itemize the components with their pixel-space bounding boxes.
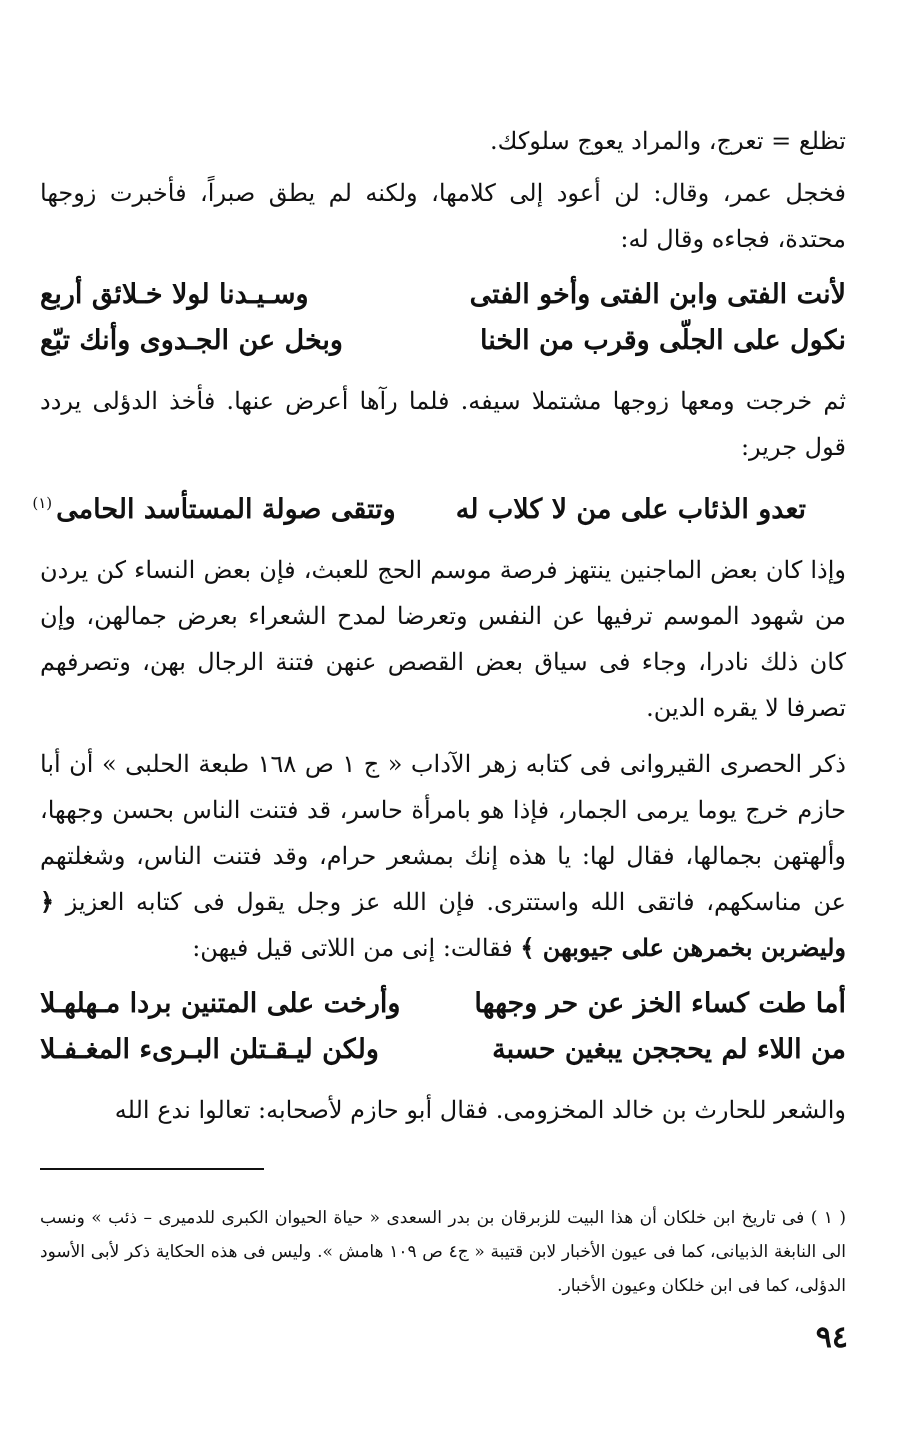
paragraph-2: فخجل عمر، وقال: لن أعود إلى كلامها، ولكنه لم يطق صبراً، فأخبرت زوجها محتدة، فجاءه وقال له: bbox=[40, 179, 846, 253]
paragraph-5 bbox=[40, 741, 846, 971]
footnote-reference: (١) bbox=[32, 494, 53, 512]
verse-line bbox=[40, 981, 846, 1027]
page-body bbox=[32, 118, 846, 1143]
verse-block-3 bbox=[40, 981, 846, 1073]
verse-hemistich: وسـيـدنا لولا خـلائق أربع bbox=[40, 279, 309, 310]
verse-line bbox=[40, 272, 846, 318]
verse-hemistich: أما طت كساء الخز عن حر وجهها bbox=[474, 988, 846, 1019]
paragraph-3: ثم خرجت ومعها زوجها مشتملا سيفه. فلما رآها أعرض عنها. فأخذ الدؤلى يردد قول جرير: bbox=[40, 387, 846, 461]
verse-hemistich: وبخل عن الجـدوى وأنك تبّع bbox=[40, 325, 343, 356]
verse-hemistich: من اللاء لم يحججن يبغين حسبة bbox=[492, 1034, 846, 1065]
verse-line bbox=[32, 480, 846, 533]
verse-hemistich-with-ref bbox=[32, 480, 395, 533]
paragraph-4: وإذا كان بعض الماجنين ينتهز فرصة موسم الحج للعبث، فإن بعض النساء كن يردن من شهود الموسم ترفيها عن النفس وتعرضا لمدح الشعراء بعرض جمالهن، وإن كان ذلك نادرا، وجاء فى سياق بعض القصص عنهن فتنة الرجال بهن، وتصرفهم تصرفا لا يقره الدين. bbox=[40, 556, 846, 722]
verse-block-2 bbox=[32, 480, 846, 533]
verse-line bbox=[40, 318, 846, 364]
verse-hemistich: وأرخت على المتنين بردا مـهلهـلا bbox=[40, 988, 401, 1019]
verse-hemistich: نكول على الجلّى وقرب من الخنا bbox=[480, 325, 846, 356]
paragraph-5-text: ذكر الحصرى القيروانى فى كتابه زهر الآداب « ج ١ ص ١٦٨ طبعة الحلبى » أن أبا حازم خرج يوما يرمى الجمار، فإذا هو بامرأة حاسر، قد فتنت الناس بحسن وجهها، وألهتهن بجمالها، فقال لها: يا هذه إنك بمشعر حرام، وقد فتنت الناس، وشغلتهم عن مناسكهم، فاتقى الله واستترى. فإن الله عز وجل يقول فى كتابه العزيز bbox=[40, 750, 846, 916]
footnote-divider bbox=[40, 1168, 264, 1170]
paragraph-1: تظلع = تعرج، والمراد يعوج سلوكك. bbox=[489, 127, 846, 155]
footnote: ( ١ ) فى تاريخ ابن خلكان أن هذا البيت للزبرقان بن بدر السعدى « حياة الحيوان الكبرى للدميرى – ذئب » ونسب الى النابغة الذبيانى، كما فى عيون الأخبار لابن قتيبة « ج٤ ص ١٠٩ هامش ». وليس فى هذه الحكاية ذكر لأبى الأسود الدؤلى، كما فى ابن خلكان وعيون الأخبار. bbox=[40, 1208, 846, 1296]
verse-line bbox=[40, 1027, 846, 1073]
paragraph-6: والشعر للحارث بن خالد المخزومى. فقال أبو حازم لأصحابه: تعالوا ندع الله bbox=[114, 1096, 846, 1124]
page-number: ٩٤ bbox=[815, 1320, 848, 1355]
verse-hemistich: وتتقى صولة المستأسد الحامى bbox=[56, 494, 396, 525]
paragraph-5-tail: فقالت: إنى من اللاتى قيل فيهن: bbox=[192, 934, 513, 962]
verse-hemistich: تعدو الذئاب على من لا كلاب له bbox=[455, 494, 806, 525]
verse-hemistich: ولكن ليـقـتلن البـرىء المغـفـلا bbox=[40, 1034, 379, 1065]
verse-hemistich: لأنت الفتى وابن الفتى وأخو الفتى bbox=[469, 279, 846, 310]
quran-quote: ﴿ وليضربن بخمرهن على جيوبهن ﴾ bbox=[40, 887, 846, 962]
verse-block-1 bbox=[40, 272, 846, 364]
